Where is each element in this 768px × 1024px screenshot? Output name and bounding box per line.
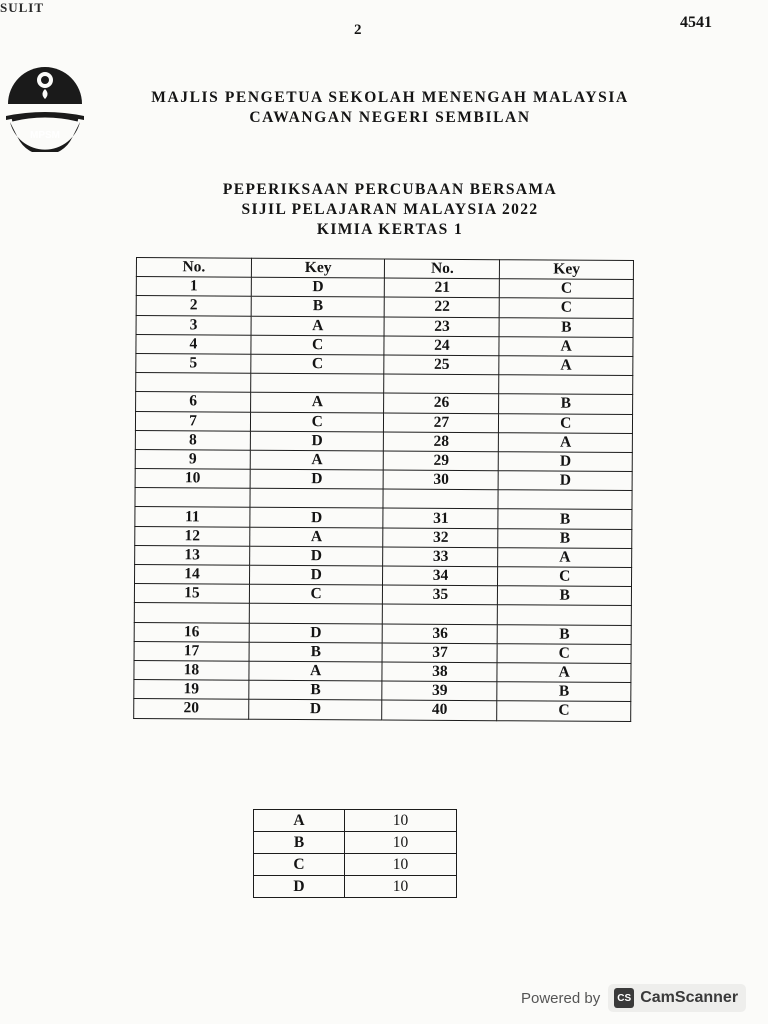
camscanner-badge xyxy=(608,984,746,1012)
question-number: 24 xyxy=(384,336,499,356)
answer-key: B xyxy=(499,394,633,414)
question-number: 1 xyxy=(136,277,251,297)
header-no: No. xyxy=(136,258,251,278)
question-number: 14 xyxy=(135,564,250,584)
answer-key: B xyxy=(251,297,385,317)
question-number: 17 xyxy=(134,641,249,661)
organization-heading xyxy=(130,88,650,128)
question-number: 2 xyxy=(136,296,251,316)
empty-cell xyxy=(249,604,383,624)
question-number: 3 xyxy=(136,315,251,335)
answer-key: A xyxy=(497,663,631,683)
header-key: Key xyxy=(500,260,634,280)
question-number: 11 xyxy=(135,507,250,527)
question-number: 28 xyxy=(384,432,499,452)
question-number: 40 xyxy=(382,700,497,720)
exam-heading xyxy=(130,180,650,240)
answer-key: A xyxy=(499,336,633,356)
answer-key: D xyxy=(499,452,633,472)
question-number: 12 xyxy=(135,526,250,546)
question-number: 15 xyxy=(134,584,249,604)
answer-key: B xyxy=(499,317,633,337)
camscanner-icon: CS xyxy=(614,988,634,1008)
question-number: 9 xyxy=(135,449,250,469)
question-number: 4 xyxy=(136,334,251,354)
question-number: 37 xyxy=(383,643,498,663)
organization-branch: CAWANGAN NEGERI SEMBILAN xyxy=(249,109,531,126)
table-row xyxy=(254,876,457,898)
question-number: 34 xyxy=(383,566,498,586)
answer-key: B xyxy=(249,642,383,662)
question-number: 35 xyxy=(383,585,498,605)
question-number: 7 xyxy=(135,411,250,431)
answer-key: A xyxy=(250,450,384,470)
answer-key: C xyxy=(499,413,633,433)
question-number: 10 xyxy=(135,469,250,489)
empty-cell xyxy=(383,604,498,624)
answer-key: D xyxy=(249,623,383,643)
answer-letter: B xyxy=(254,832,345,854)
question-number: 36 xyxy=(383,624,498,644)
table-row xyxy=(254,810,457,832)
question-number: 39 xyxy=(382,681,497,701)
mpsm-logo xyxy=(2,62,88,152)
answer-key: B xyxy=(497,682,631,702)
answer-key: B xyxy=(498,586,632,606)
answer-key: D xyxy=(250,508,384,528)
exam-certificate: SIJIL PELAJARAN MALAYSIA 2022 xyxy=(241,201,539,218)
empty-cell xyxy=(251,373,385,393)
exam-title: PEPERIKSAAN PERCUBAAN BERSAMA xyxy=(222,181,558,198)
answer-key: B xyxy=(249,680,383,700)
question-number: 32 xyxy=(383,528,498,548)
question-number: 27 xyxy=(384,413,499,433)
answer-key: A xyxy=(499,356,633,376)
table-row xyxy=(134,699,631,721)
table-row xyxy=(254,832,457,854)
answer-key: D xyxy=(250,469,384,489)
answer-key: B xyxy=(498,528,632,548)
answer-key: A xyxy=(250,393,384,413)
question-number: 33 xyxy=(383,547,498,567)
answer-key: D xyxy=(250,431,384,451)
answer-key: D xyxy=(249,700,383,720)
question-number: 19 xyxy=(134,680,249,700)
empty-cell xyxy=(384,374,499,394)
question-number: 13 xyxy=(135,545,250,565)
answer-key: D xyxy=(251,277,385,297)
question-number: 25 xyxy=(384,355,499,375)
question-number: 26 xyxy=(384,393,499,413)
empty-cell xyxy=(498,605,632,625)
question-number: 8 xyxy=(135,430,250,450)
answer-key: C xyxy=(497,643,631,663)
answer-key: C xyxy=(500,298,634,318)
header-key: Key xyxy=(251,258,385,278)
empty-cell xyxy=(134,603,249,623)
scanner-watermark xyxy=(521,984,746,1012)
answer-key: A xyxy=(250,527,384,547)
answer-key: C xyxy=(500,279,634,299)
answer-key: B xyxy=(498,624,632,644)
question-number: 31 xyxy=(383,508,498,528)
question-number: 23 xyxy=(385,317,500,337)
answer-count: 10 xyxy=(345,810,457,832)
question-number: 21 xyxy=(385,278,500,298)
corner-mark: SULIT xyxy=(0,0,45,15)
svg-text:MPSM: MPSM xyxy=(30,130,60,141)
empty-cell xyxy=(383,489,498,509)
answer-key: D xyxy=(250,546,384,566)
answer-key: A xyxy=(251,316,385,336)
answer-key: A xyxy=(499,432,633,452)
answer-key-table xyxy=(133,257,634,722)
question-number: 16 xyxy=(134,622,249,642)
page-number: 2 xyxy=(354,22,362,38)
header-no: No. xyxy=(385,259,500,279)
empty-cell xyxy=(499,375,633,395)
question-number: 20 xyxy=(134,699,249,719)
question-number: 6 xyxy=(136,392,251,412)
camscanner-name: CamScanner xyxy=(640,989,739,1006)
answer-key: A xyxy=(249,661,383,681)
answer-letter: C xyxy=(254,854,345,876)
question-number: 29 xyxy=(384,451,499,471)
answer-key: D xyxy=(249,565,383,585)
empty-cell xyxy=(136,373,251,393)
exam-subject: KIMIA KERTAS 1 xyxy=(316,221,464,238)
paper-code: 4541 xyxy=(680,14,712,31)
answer-letter: D xyxy=(254,876,345,898)
question-number: 18 xyxy=(134,660,249,680)
question-number: 5 xyxy=(136,353,251,373)
answer-letter: A xyxy=(254,810,345,832)
powered-by-text: Powered by xyxy=(521,989,601,1007)
answer-count: 10 xyxy=(345,854,457,876)
question-number: 30 xyxy=(384,470,499,490)
answer-key: C xyxy=(251,354,385,374)
answer-key: D xyxy=(499,471,633,491)
answer-key: C xyxy=(250,412,384,432)
answer-key: B xyxy=(498,509,632,529)
answer-key: A xyxy=(498,548,632,568)
answer-key: C xyxy=(497,701,631,721)
empty-cell xyxy=(135,488,250,508)
answer-count: 10 xyxy=(345,832,457,854)
question-number: 22 xyxy=(385,297,500,317)
question-number: 38 xyxy=(382,662,497,682)
answer-key: C xyxy=(251,335,385,355)
empty-cell xyxy=(498,490,632,510)
organization-name: MAJLIS PENGETUA SEKOLAH MENENGAH MALAYSIA xyxy=(151,89,629,106)
answer-count-table xyxy=(253,809,457,898)
table-row xyxy=(254,854,457,876)
answer-key: C xyxy=(249,584,383,604)
empty-cell xyxy=(250,488,384,508)
answer-count: 10 xyxy=(345,876,457,898)
answer-key: C xyxy=(498,567,632,587)
